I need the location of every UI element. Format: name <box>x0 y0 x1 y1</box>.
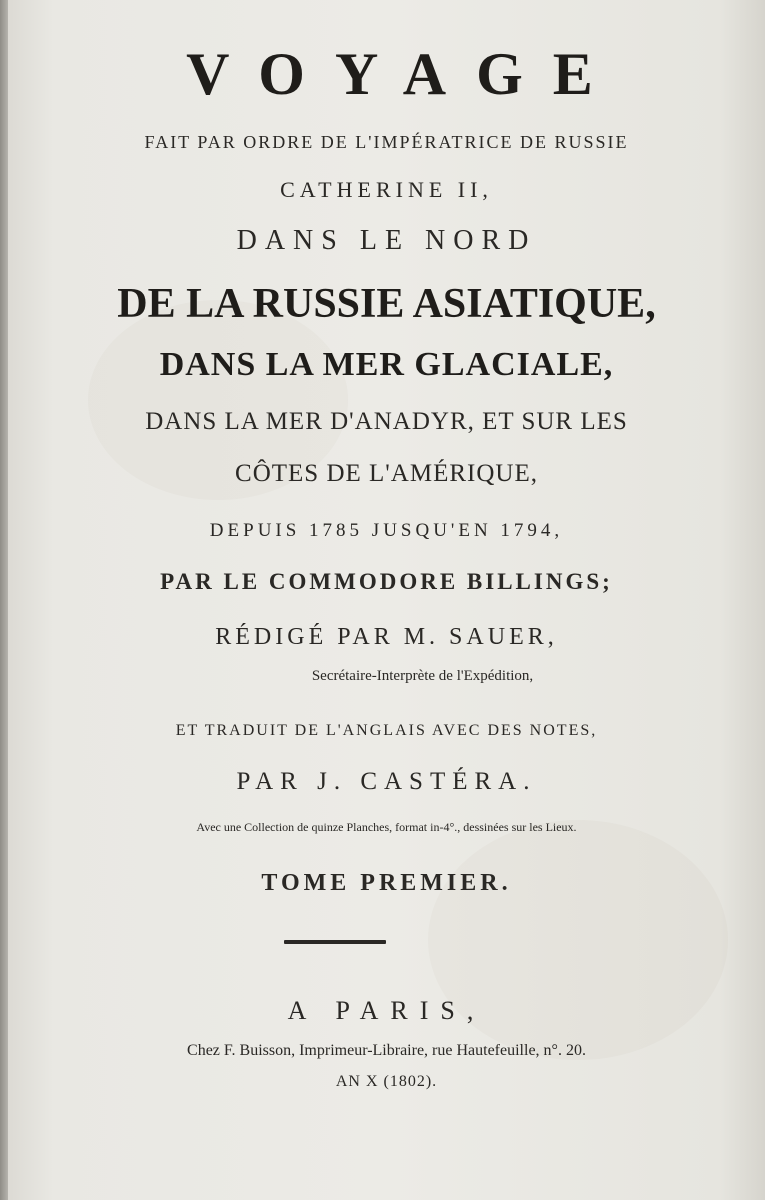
subtitle-line-3: DANS LE NORD <box>236 225 537 256</box>
imprint-date: AN X (1802). <box>335 1073 438 1090</box>
subtitle-line-4: DE LA RUSSIE ASIATIQUE, <box>117 281 656 327</box>
title-page <box>8 0 765 1200</box>
subtitle-line-7: CÔTES DE L'AMÉRIQUE, <box>235 460 538 487</box>
page-title: VOYAGE <box>186 41 623 107</box>
plates-note: Avec une Collection de quinze Planches, format in-4°., dessinées sur les Lieux. <box>196 820 577 834</box>
subtitle-line-6: DANS LA MER D'ANADYR, ET SUR LES <box>145 408 628 435</box>
divider-rule <box>284 940 386 944</box>
book-gutter-edge <box>0 0 8 1200</box>
imprint-publisher: Chez F. Buisson, Imprimeur-Libraire, rue Hautefeuille, n°. 20. <box>187 1042 586 1059</box>
translation-line: ET TRADUIT DE L'ANGLAIS AVEC DES NOTES, <box>175 722 598 739</box>
editor-line: RÉDIGÉ PAR M. SAUER, <box>215 624 558 650</box>
volume-label: TOME PREMIER. <box>261 870 512 896</box>
translator-line: PAR J. CASTÉRA. <box>236 768 537 795</box>
editor-role-line: Secrétaire-Interprète de l'Expédition, <box>311 668 534 684</box>
subtitle-line-1: FAIT PAR ORDRE DE L'IMPÉRATRICE DE RUSSIE <box>144 132 629 152</box>
subtitle-line-2: CATHERINE II, <box>280 177 493 202</box>
date-range-line: DEPUIS 1785 JUSQU'EN 1794, <box>209 520 564 541</box>
author-line: PAR LE COMMODORE BILLINGS; <box>160 569 613 594</box>
imprint-city: A PARIS, <box>287 996 486 1025</box>
subtitle-line-5: DANS LA MER GLACIALE, <box>159 346 614 383</box>
